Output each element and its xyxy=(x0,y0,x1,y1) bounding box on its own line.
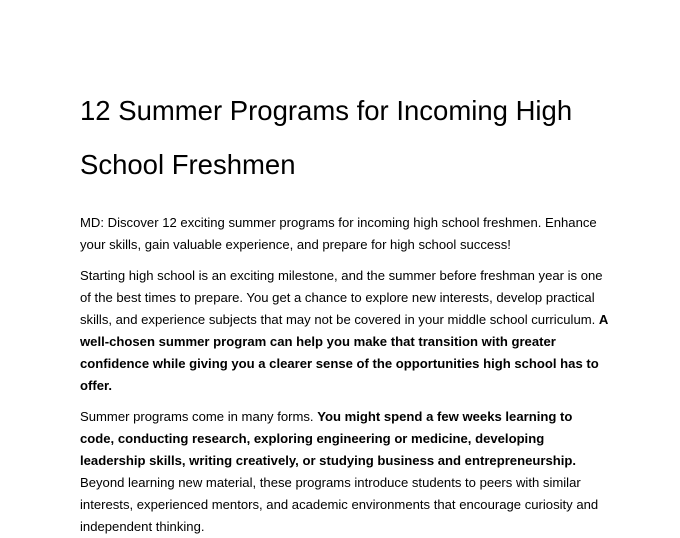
programs-paragraph-text-start: Summer programs come in many forms. xyxy=(80,409,318,424)
article-title: 12 Summer Programs for Incoming High School Freshmen xyxy=(80,95,573,180)
programs-paragraph xyxy=(80,406,610,538)
programs-paragraph-text-end: Beyond learning new material, these programs introduce students to peers with similar interests, experienced mentors, and academic environments that encourage curiosity and independent thinking. xyxy=(80,475,599,534)
programs-paragraph-bold: You might spend a few weeks learning to code, conducting research, exploring engineering or medicine, developing leadership skills, writing creatively, or studying business and entrepreneurship. xyxy=(80,409,577,468)
document-page xyxy=(80,0,610,538)
intro-paragraph-text: Starting high school is an exciting milestone, and the summer before freshman year is one of the best times to prepare. You get a chance to explore new interests, develop practical skills, and experience subjects that may not be covered in your middle school curriculum. xyxy=(80,268,603,327)
intro-paragraph-bold: A well-chosen summer program can help you make that transition with greater confidence while giving you a clearer sense of the opportunities high school has to offer. xyxy=(80,312,608,393)
meta-description: MD: Discover 12 exciting summer programs for incoming high school freshmen. Enhance your skills, gain valuable experience, and prepare for high school success! xyxy=(80,215,597,252)
intro-paragraph xyxy=(80,265,610,397)
